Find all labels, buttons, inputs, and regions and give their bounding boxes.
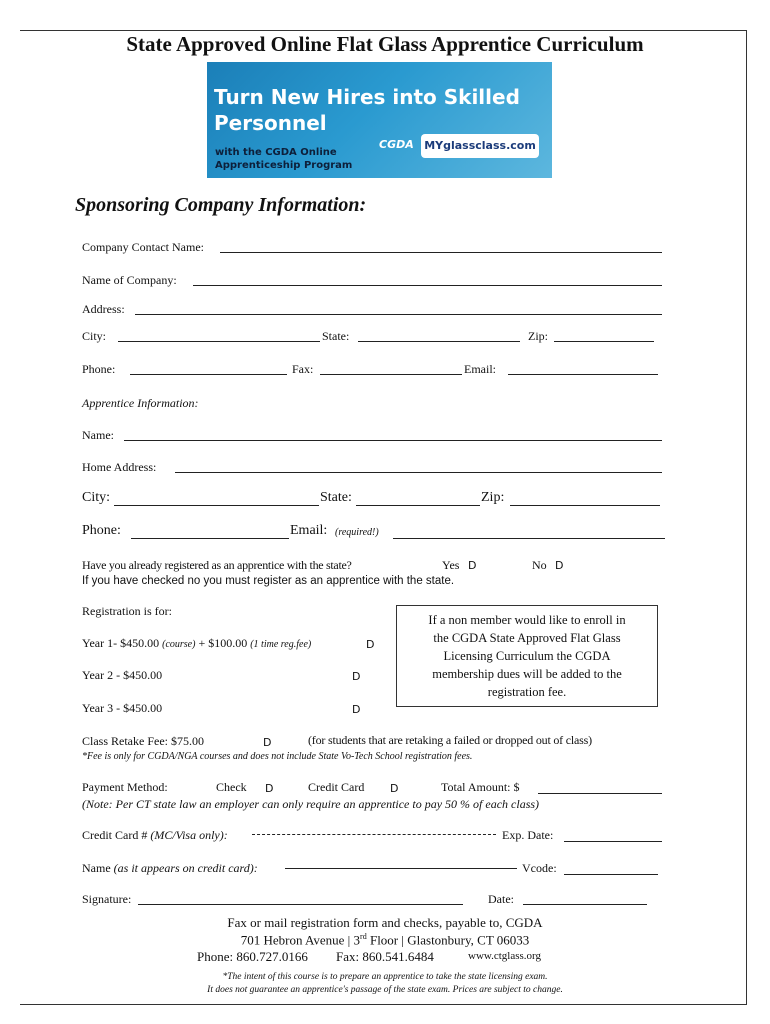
- page-title: State Approved Online Flat Glass Apprentice Curriculum: [126, 32, 644, 56]
- home-address-field[interactable]: [175, 472, 662, 473]
- cgda-logo: CGDA: [379, 138, 414, 151]
- company-name-field[interactable]: [193, 285, 662, 286]
- retake-checkbox[interactable]: D: [263, 736, 272, 749]
- retake-label: Class Retake Fee: $75.00: [82, 734, 204, 748]
- credit-card-checkbox[interactable]: D: [390, 782, 399, 795]
- city-field[interactable]: [118, 341, 320, 342]
- banner-headline-line-2: Personnel: [214, 111, 327, 135]
- apprentice-phone-label: Phone:: [82, 523, 121, 538]
- apprentice-email-label: Email:: [290, 523, 328, 538]
- footer-fax: Fax: 860.541.6484: [336, 949, 434, 964]
- signature-label: Signature:: [82, 892, 132, 906]
- registered-question: Have you already registered as an apprentice with the state?: [82, 558, 352, 572]
- check-label: Check: [216, 780, 247, 794]
- year1-course-note: (course): [162, 639, 196, 650]
- state-field[interactable]: [358, 341, 520, 342]
- sponsor-heading: Sponsoring Company Information:: [75, 194, 367, 216]
- zip-field[interactable]: [554, 341, 654, 342]
- apprentice-email-field[interactable]: [393, 538, 665, 539]
- cc-name-field[interactable]: [285, 868, 517, 869]
- contact-name-label: Company Contact Name:: [82, 240, 204, 254]
- year3-checkbox[interactable]: D: [352, 703, 361, 716]
- yes-checkbox[interactable]: D: [468, 559, 477, 572]
- zip-label: Zip:: [528, 329, 548, 343]
- register-note: If you have checked no you must register as an apprentice with the state.: [82, 575, 455, 587]
- year1-label: Year 1- $450.00: [82, 636, 160, 650]
- registration-heading: Registration is for:: [82, 604, 172, 618]
- email-required-note: (required!): [335, 527, 379, 538]
- name-label: Name: [82, 861, 111, 875]
- credit-card-label: Credit Card: [308, 780, 365, 794]
- total-amount-label: Total Amount: $: [441, 780, 520, 794]
- address-label: Address:: [82, 302, 125, 316]
- home-address-label: Home Address:: [82, 460, 157, 474]
- year1-fee-note: (1 time reg.fee): [250, 639, 312, 650]
- check-checkbox[interactable]: D: [265, 782, 274, 795]
- exp-date-label: Exp. Date:: [502, 828, 554, 842]
- payment-method-label: Payment Method:: [82, 780, 168, 794]
- vcode-field[interactable]: [564, 874, 658, 875]
- city-label: City:: [82, 329, 107, 343]
- exp-date-field[interactable]: [564, 841, 662, 842]
- no-label: No: [532, 558, 547, 572]
- apprentice-zip-field[interactable]: [510, 505, 660, 506]
- non-member-note: If a non member would like to enroll in the CGDA State Approved Flat Glass Licensing Curriculum the CGDA membership dues will be added to the registration fee.: [428, 613, 626, 699]
- address-field[interactable]: [135, 314, 662, 315]
- cc-number-field[interactable]: [252, 834, 496, 835]
- promo-banner: [207, 62, 552, 178]
- apprentice-zip-label: Zip:: [481, 490, 505, 505]
- signature-field[interactable]: [138, 904, 463, 905]
- payment-note: (Note: Per CT state law an employer can only require an apprentice to pay 50 % of each class): [82, 797, 540, 811]
- cc-number-label: [82, 828, 228, 843]
- email-label: Email:: [464, 362, 496, 376]
- year1-checkbox[interactable]: D: [366, 638, 375, 651]
- name-hint: (as it appears on credit card):: [113, 861, 258, 875]
- year1-option: [82, 636, 311, 651]
- company-name-label: Name of Company:: [82, 273, 177, 287]
- apprentice-heading: Apprentice Information:: [82, 396, 199, 410]
- footer-mail-line: Fax or mail registration form and checks, payable to, CGDA: [227, 915, 543, 930]
- footer-address-sup: rd: [360, 932, 367, 941]
- yes-label: Yes: [442, 558, 460, 572]
- footer-disclaimer-2: It does not guarantee an apprentice's passage of the state exam. Prices are subject to change.: [207, 985, 563, 995]
- apprentice-state-field[interactable]: [356, 505, 480, 506]
- year3-label: Year 3 - $450.00: [82, 701, 163, 715]
- no-checkbox[interactable]: D: [555, 559, 564, 572]
- footer-address-city: Floor | Glastonbury, CT 06033: [366, 932, 530, 948]
- footer-address: [0, 932, 770, 948]
- apprentice-name-label: Name:: [82, 428, 114, 442]
- contact-name-field[interactable]: [220, 252, 662, 253]
- non-member-note-box: [396, 605, 658, 707]
- banner-subtitle-line-1: with the CGDA Online: [215, 147, 337, 158]
- retake-note: (for students that are retaking a failed or dropped out of class): [308, 733, 592, 747]
- apprentice-city-label: City:: [82, 490, 111, 505]
- vcode-label: Vcode:: [522, 861, 557, 875]
- year2-checkbox[interactable]: D: [352, 670, 361, 683]
- phone-label: Phone:: [82, 362, 116, 376]
- apprentice-name-field[interactable]: [124, 440, 662, 441]
- banner-headline-line-1: Turn New Hires into Skilled: [214, 85, 520, 109]
- myglassclass-logo: MYglassclass.com: [421, 134, 539, 158]
- footer-phone: Phone: 860.727.0166: [197, 949, 308, 964]
- cc-label: Credit Card #: [82, 828, 148, 842]
- fax-label: Fax:: [292, 362, 314, 376]
- fee-note: *Fee is only for CGDA/NGA courses and does not include State Vo-Tech School registration fees.: [82, 751, 473, 762]
- phone-field[interactable]: [130, 374, 287, 375]
- banner-headline: [214, 84, 520, 136]
- email-field[interactable]: [508, 374, 658, 375]
- apprentice-state-label: State:: [320, 490, 352, 505]
- cc-hint: (MC/Visa only):: [150, 828, 228, 842]
- date-label: Date:: [488, 892, 514, 906]
- cc-name-label: [82, 861, 258, 876]
- footer-address-street: 701 Hebron Avenue | 3: [240, 932, 361, 948]
- banner-subtitle: [215, 146, 352, 172]
- apprentice-city-field[interactable]: [114, 505, 319, 506]
- banner-subtitle-line-2: Apprenticeship Program: [215, 160, 353, 171]
- total-amount-field[interactable]: [538, 793, 662, 794]
- footer-disclaimer-1: *The intent of this course is to prepare an apprentice to take the state licensing exam.: [222, 972, 548, 982]
- footer-website[interactable]: www.ctglass.org: [468, 950, 542, 962]
- fax-field[interactable]: [320, 374, 462, 375]
- date-field[interactable]: [523, 904, 647, 905]
- state-label: State:: [322, 329, 350, 343]
- year1-plus: + $100.00: [198, 636, 248, 650]
- apprentice-phone-field[interactable]: [131, 538, 289, 539]
- year2-label: Year 2 - $450.00: [82, 668, 163, 682]
